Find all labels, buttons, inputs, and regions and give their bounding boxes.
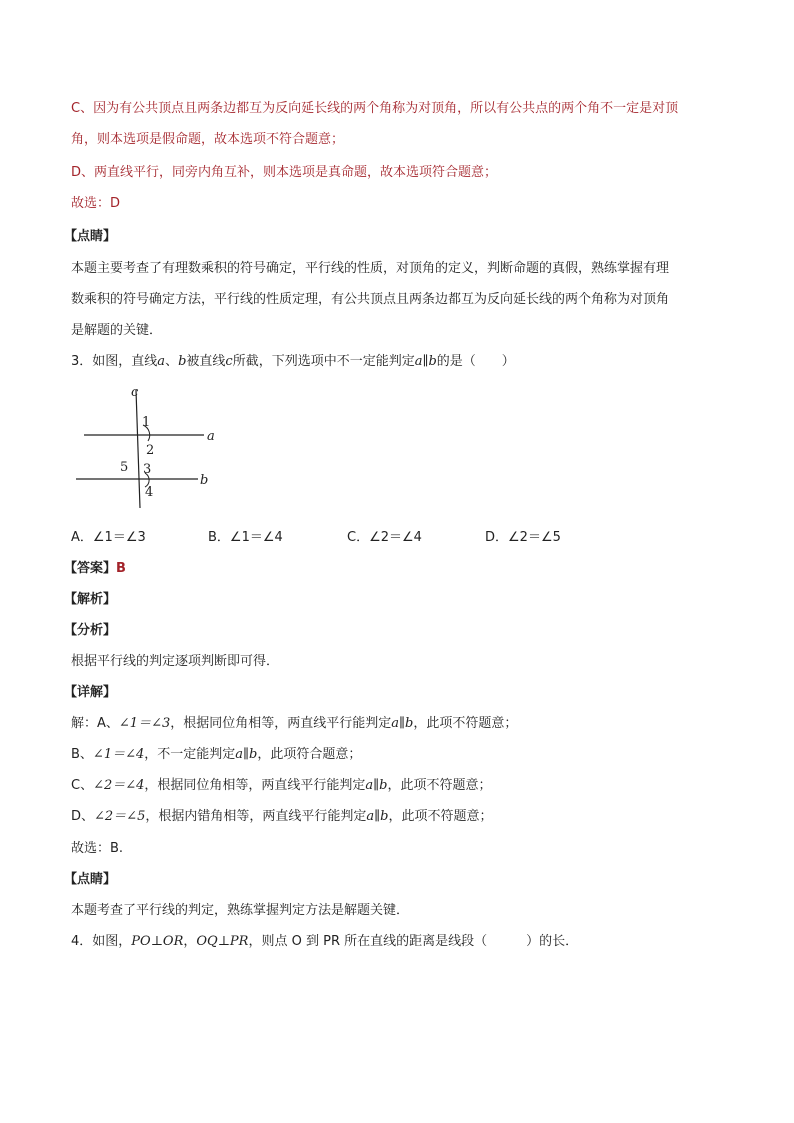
- final-answer: 故选：B.: [71, 841, 124, 856]
- option-c-label: C、: [71, 101, 94, 116]
- summary-heading: 【点睛】: [64, 229, 117, 244]
- question-number: 3．: [71, 354, 93, 369]
- detail-line-d: D、∠2＝∠5，根据内错角相等，两直线平行能判定a∥b，此项不符题意；: [71, 809, 493, 824]
- answer-value: B: [116, 561, 126, 576]
- detail-line-b: B、∠1＝∠4，不一定能判定a∥b，此项符合题意；: [71, 747, 362, 762]
- angle-label-2: 2: [146, 443, 155, 458]
- option-c-explanation-line-2: 角，则本选项是假命题，故本选项不符合题意；: [71, 132, 345, 147]
- analysis-heading: 【解析】: [64, 592, 117, 607]
- answer-value: D: [110, 196, 121, 211]
- answer-heading: 【答案】B: [64, 561, 126, 576]
- detail-line-c: C、∠2＝∠4，根据同位角相等，两直线平行能判定a∥b，此项不符题意；: [71, 778, 492, 793]
- parallel-lines-figure: [70, 380, 230, 515]
- option-d-label: D、: [71, 165, 95, 180]
- question-3-stem: 3．如图，直线a、b被直线c所截，下列选项中不一定能判定a∥b的是（ ）: [71, 354, 515, 369]
- detail-heading: 【详解】: [64, 685, 117, 700]
- detail-line-a: 解：A、∠1＝∠3，根据同位角相等，两直线平行能判定a∥b，此项不符题意；: [71, 716, 518, 731]
- summary-line-2: 数乘积的符号确定方法，平行线的性质定理，有公共顶点且两条边都互为反向延长线的两个角称为对顶角: [71, 292, 670, 307]
- option-d: D．∠2＝∠5: [485, 530, 561, 545]
- question-4-stem: 4．如图，PO⊥OR，OQ⊥PR，则点 O 到 PR 所在直线的距离是线段（ ）的长．: [71, 934, 579, 949]
- angle-label-3: 3: [143, 462, 152, 477]
- label-a: a: [207, 429, 215, 444]
- answer-choice-line: 故选：D: [71, 196, 121, 211]
- option-d-explanation: D、两直线平行，同旁内角互补，则本选项是真命题，故本选项符合题意；: [71, 165, 498, 180]
- summary-line-1: 本题主要考查了有理数乘积的符号确定，平行线的性质，对顶角的定义，判断命题的真假，熟练掌握有理: [71, 261, 670, 276]
- label-c: c: [131, 385, 139, 400]
- angle-label-5: 5: [120, 460, 129, 475]
- label-b: b: [200, 473, 209, 488]
- fenxi-heading: 【分析】: [64, 623, 117, 638]
- question-number: 4．: [71, 934, 93, 949]
- angle-label-4: 4: [145, 485, 154, 500]
- option-c: C．∠2＝∠4: [347, 530, 422, 545]
- summary-text-2: 本题考查了平行线的判定，熟练掌握判定方法是解题关键．: [71, 903, 410, 918]
- option-b: B．∠1＝∠4: [208, 530, 283, 545]
- line-c: [136, 390, 140, 508]
- angle-label-1: 1: [142, 415, 151, 430]
- option-a: A．∠1＝∠3: [71, 530, 146, 545]
- option-c-explanation-line-1: C、因为有公共顶点且两条边都互为反向延长线的两个角称为对顶角，所以有公共点的两个角不一定是对顶: [71, 101, 679, 116]
- fenxi-text: 根据平行线的判定逐项判断即可得．: [71, 654, 280, 669]
- summary-heading-2: 【点睛】: [64, 872, 117, 887]
- summary-line-3: 是解题的关键．: [71, 323, 163, 338]
